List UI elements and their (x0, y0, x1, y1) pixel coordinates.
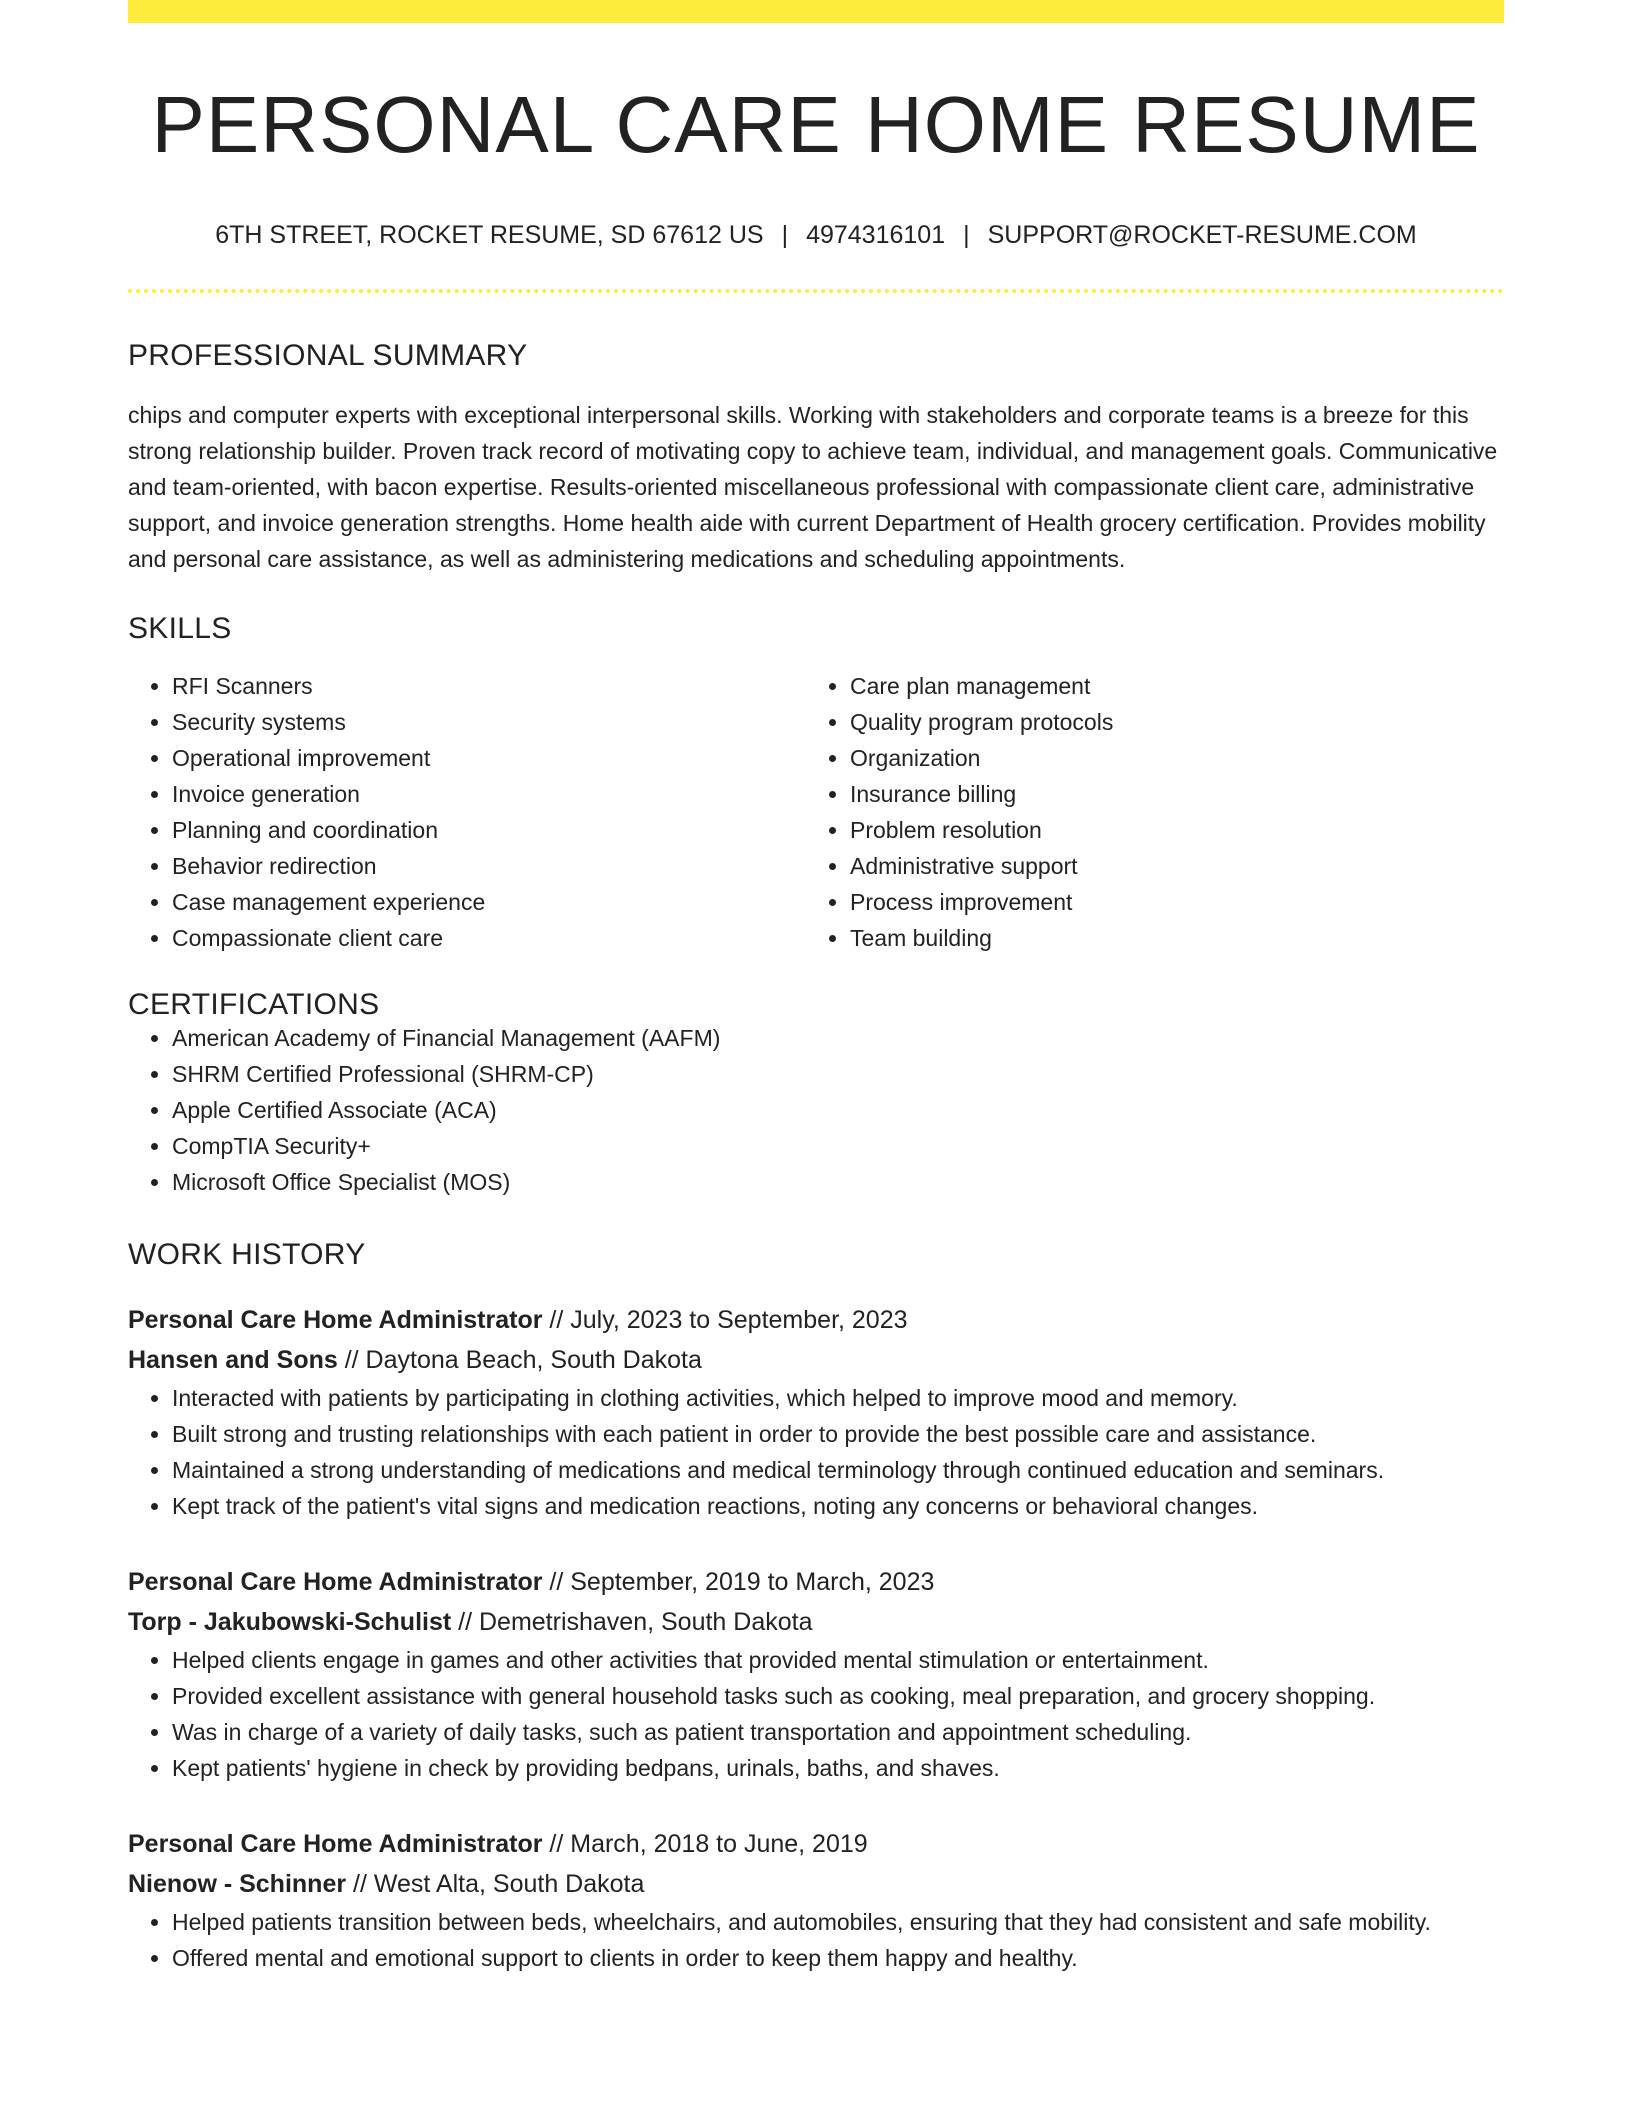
job-duties-list (128, 1380, 1504, 1524)
job-duty: • Offered mental and emotional support to clients in order to keep them happy and healthy. (172, 1940, 1504, 1976)
job-role: Personal Care Home Administrator (128, 1568, 543, 1596)
job-company-line (128, 1340, 1504, 1380)
contact-phone: 4974316101 (806, 221, 946, 249)
job-company-line (128, 1864, 1504, 1904)
contact-address: 6TH STREET, ROCKET RESUME, SD 67612 US (215, 221, 764, 249)
work-history-heading: WORK HISTORY (128, 1238, 366, 1271)
skill-item: • Organization (850, 740, 1484, 776)
job-role-line (128, 1562, 1504, 1602)
job-company: Hansen and Sons (128, 1346, 338, 1374)
skills-right-list (806, 668, 1484, 956)
job-role-line (128, 1300, 1504, 1340)
skill-item: • Team building (850, 920, 1484, 956)
job-duty: • Built strong and trusting relationships with each patient in order to provide the best possible care and assistance. (172, 1416, 1504, 1452)
job-role-line (128, 1824, 1504, 1864)
skills-left-column (128, 668, 806, 956)
job-role: Personal Care Home Administrator (128, 1830, 543, 1858)
accent-top-bar (128, 0, 1504, 23)
skills-columns (128, 668, 1504, 956)
certifications-heading: CERTIFICATIONS (128, 988, 380, 1021)
certification-item: • SHRM Certified Professional (SHRM-CP) (172, 1056, 1504, 1092)
skill-item: • Compassionate client care (172, 920, 806, 956)
job-duty: • Maintained a strong understanding of medications and medical terminology through continued education and seminars. (172, 1452, 1504, 1488)
job-duty: • Kept track of the patient's vital signs and medication reactions, noting any concerns or behavioral changes. (172, 1488, 1504, 1524)
job-duty: • Kept patients' hygiene in check by providing bedpans, urinals, baths, and shaves. (172, 1750, 1504, 1786)
contact-separator: | (963, 221, 970, 249)
skill-item: • Care plan management (850, 668, 1484, 704)
skill-item: • Process improvement (850, 884, 1484, 920)
skills-left-list (128, 668, 806, 956)
skill-item: • Problem resolution (850, 812, 1484, 848)
job-duties-list (128, 1642, 1504, 1786)
skill-item: • Case management experience (172, 884, 806, 920)
certification-item: • Apple Certified Associate (ACA) (172, 1092, 1504, 1128)
job-role: Personal Care Home Administrator (128, 1306, 543, 1334)
job-company: Torp - Jakubowski-Schulist (128, 1608, 452, 1636)
skill-item: • Planning and coordination (172, 812, 806, 848)
job-entry (128, 1300, 1504, 1524)
job-company: Nienow - Schinner (128, 1870, 347, 1898)
job-duties-list (128, 1904, 1504, 1976)
contact-separator: | (781, 221, 789, 249)
skill-item: • Insurance billing (850, 776, 1484, 812)
resume-page (128, 0, 1504, 1976)
certification-item: • American Academy of Financial Management (AAFM) (172, 1020, 1504, 1056)
skill-item: • Behavior redirection (172, 848, 806, 884)
job-location: // Demetrishaven, South Dakota (451, 1608, 813, 1636)
certifications-list (128, 1020, 1504, 1200)
job-duty: • Interacted with patients by participating in clothing activities, which helped to improve mood and memory. (172, 1380, 1504, 1416)
skill-item: • Security systems (172, 704, 806, 740)
job-dates: // September, 2019 to March, 2023 (542, 1568, 935, 1596)
skill-item: • Invoice generation (172, 776, 806, 812)
job-location: // West Alta, South Dakota (346, 1870, 645, 1898)
dotted-divider (128, 289, 1504, 293)
summary-text: chips and computer experts with exceptional interpersonal skills. Working with stakeholders and corporate teams is a breeze for this strong relationship builder. Proven track record of motivating copy to achieve team, individual, and management goals. Communicative and team-oriented, with bacon expertise. Results-oriented miscellaneous professional with compassionate client care, administrative support, and invoice generation strengths. Home health aide with current Department of Health grocery certification. Provides mobility and personal care assistance, as well as administering medications and scheduling appointments. (128, 402, 1498, 572)
job-duty: • Helped clients engage in games and other activities that provided mental stimulation or entertainment. (172, 1642, 1504, 1678)
job-duty: • Provided excellent assistance with general household tasks such as cooking, meal preparation, and grocery shopping. (172, 1678, 1504, 1714)
job-duty: • Helped patients transition between beds, wheelchairs, and automobiles, ensuring that they had consistent and safe mobility. (172, 1904, 1504, 1940)
certification-item: • Microsoft Office Specialist (MOS) (172, 1164, 1504, 1200)
job-company-line (128, 1602, 1504, 1642)
resume-title: PERSONAL CARE HOME RESUME (151, 80, 1481, 169)
skill-item: • Administrative support (850, 848, 1484, 884)
summary-heading: PROFESSIONAL SUMMARY (128, 339, 528, 372)
skill-item: • Operational improvement (172, 740, 806, 776)
skills-right-column (806, 668, 1484, 956)
job-duty: • Was in charge of a variety of daily tasks, such as patient transportation and appointment scheduling. (172, 1714, 1504, 1750)
contact-email: SUPPORT@ROCKET-RESUME.COM (987, 221, 1417, 249)
certification-item: • CompTIA Security+ (172, 1128, 1504, 1164)
skill-item: • RFI Scanners (172, 668, 806, 704)
skill-item: • Quality program protocols (850, 704, 1484, 740)
job-location: // Daytona Beach, South Dakota (337, 1346, 702, 1374)
job-entry (128, 1824, 1504, 1976)
contact-line (128, 223, 1504, 248)
skills-heading: SKILLS (128, 612, 232, 645)
job-dates: // March, 2018 to June, 2019 (542, 1830, 868, 1858)
job-entry (128, 1562, 1504, 1786)
job-dates: // July, 2023 to September, 2023 (542, 1306, 908, 1334)
